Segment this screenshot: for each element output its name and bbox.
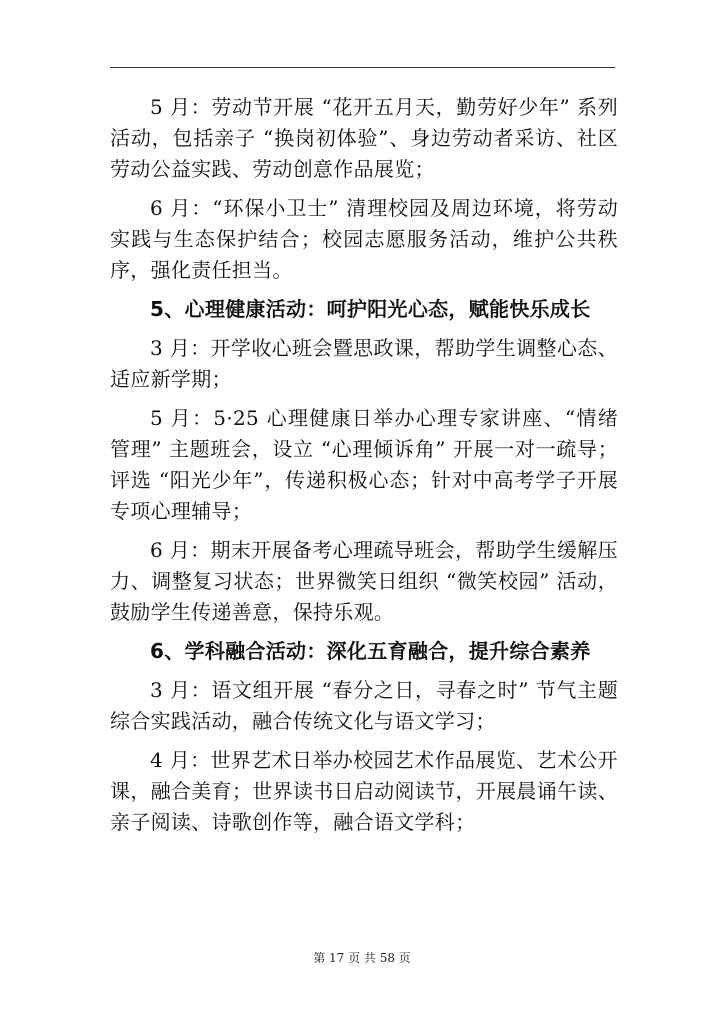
paragraph-may-labor: 5 月：劳动节开展 “花开五月天，勤劳好少年” 系列活动，包括亲子 “换岗初体验”、身边劳动者采访、社区劳动公益实践、劳动创意作品展览；: [110, 95, 618, 181]
paragraph-june-eco: 6 月：“环保小卫士” 清理校园及周边环境，将劳动实践与生态保护结合；校园志愿服务活动，维护公共秩序，强化责任担当。: [110, 196, 618, 282]
paragraph-march-solar-term: 3 月：语文组开展 “春分之日，寻春之时” 节气主题综合实践活动，融合传统文化与语文学习；: [110, 678, 618, 733]
paragraph-may-mental-health-day: 5 月：5·25 心理健康日举办心理专家讲座、“情绪管理” 主题班会，设立 “心理倾诉角” 开展一对一疏导；评选 “阳光少年”，传递积极心态；针对中高考学子开展专项心理辅导；: [110, 406, 618, 523]
paragraph-march-class-meeting: 3 月：开学收心班会暨思政课，帮助学生调整心态、适应新学期；: [110, 336, 618, 391]
section-heading-subject-integration: 6、学科融合活动：深化五育融合，提升综合素养: [150, 639, 591, 663]
section-heading-mental-health: 5、心理健康活动：呵护阳光心态，赋能快乐成长: [150, 297, 591, 321]
document-body: [110, 92, 618, 846]
page-number-footer: 第 17 页 共 58 页: [313, 951, 411, 965]
paragraph-april-art-reading: 4 月：世界艺术日举办校园艺术作品展览、艺术公开课，融合美育；世界读书日启动阅读节，开展晨诵午读、亲子阅读、诗歌创作等，融合语文学科；: [110, 748, 618, 834]
paragraph-june-exam-counseling: 6 月：期末开展备考心理疏导班会，帮助学生缓解压力、调整复习状态；世界微笑日组织 “微笑校园” 活动，鼓励学生传递善意，保持乐观。: [110, 538, 618, 624]
header-rule: [110, 67, 615, 68]
